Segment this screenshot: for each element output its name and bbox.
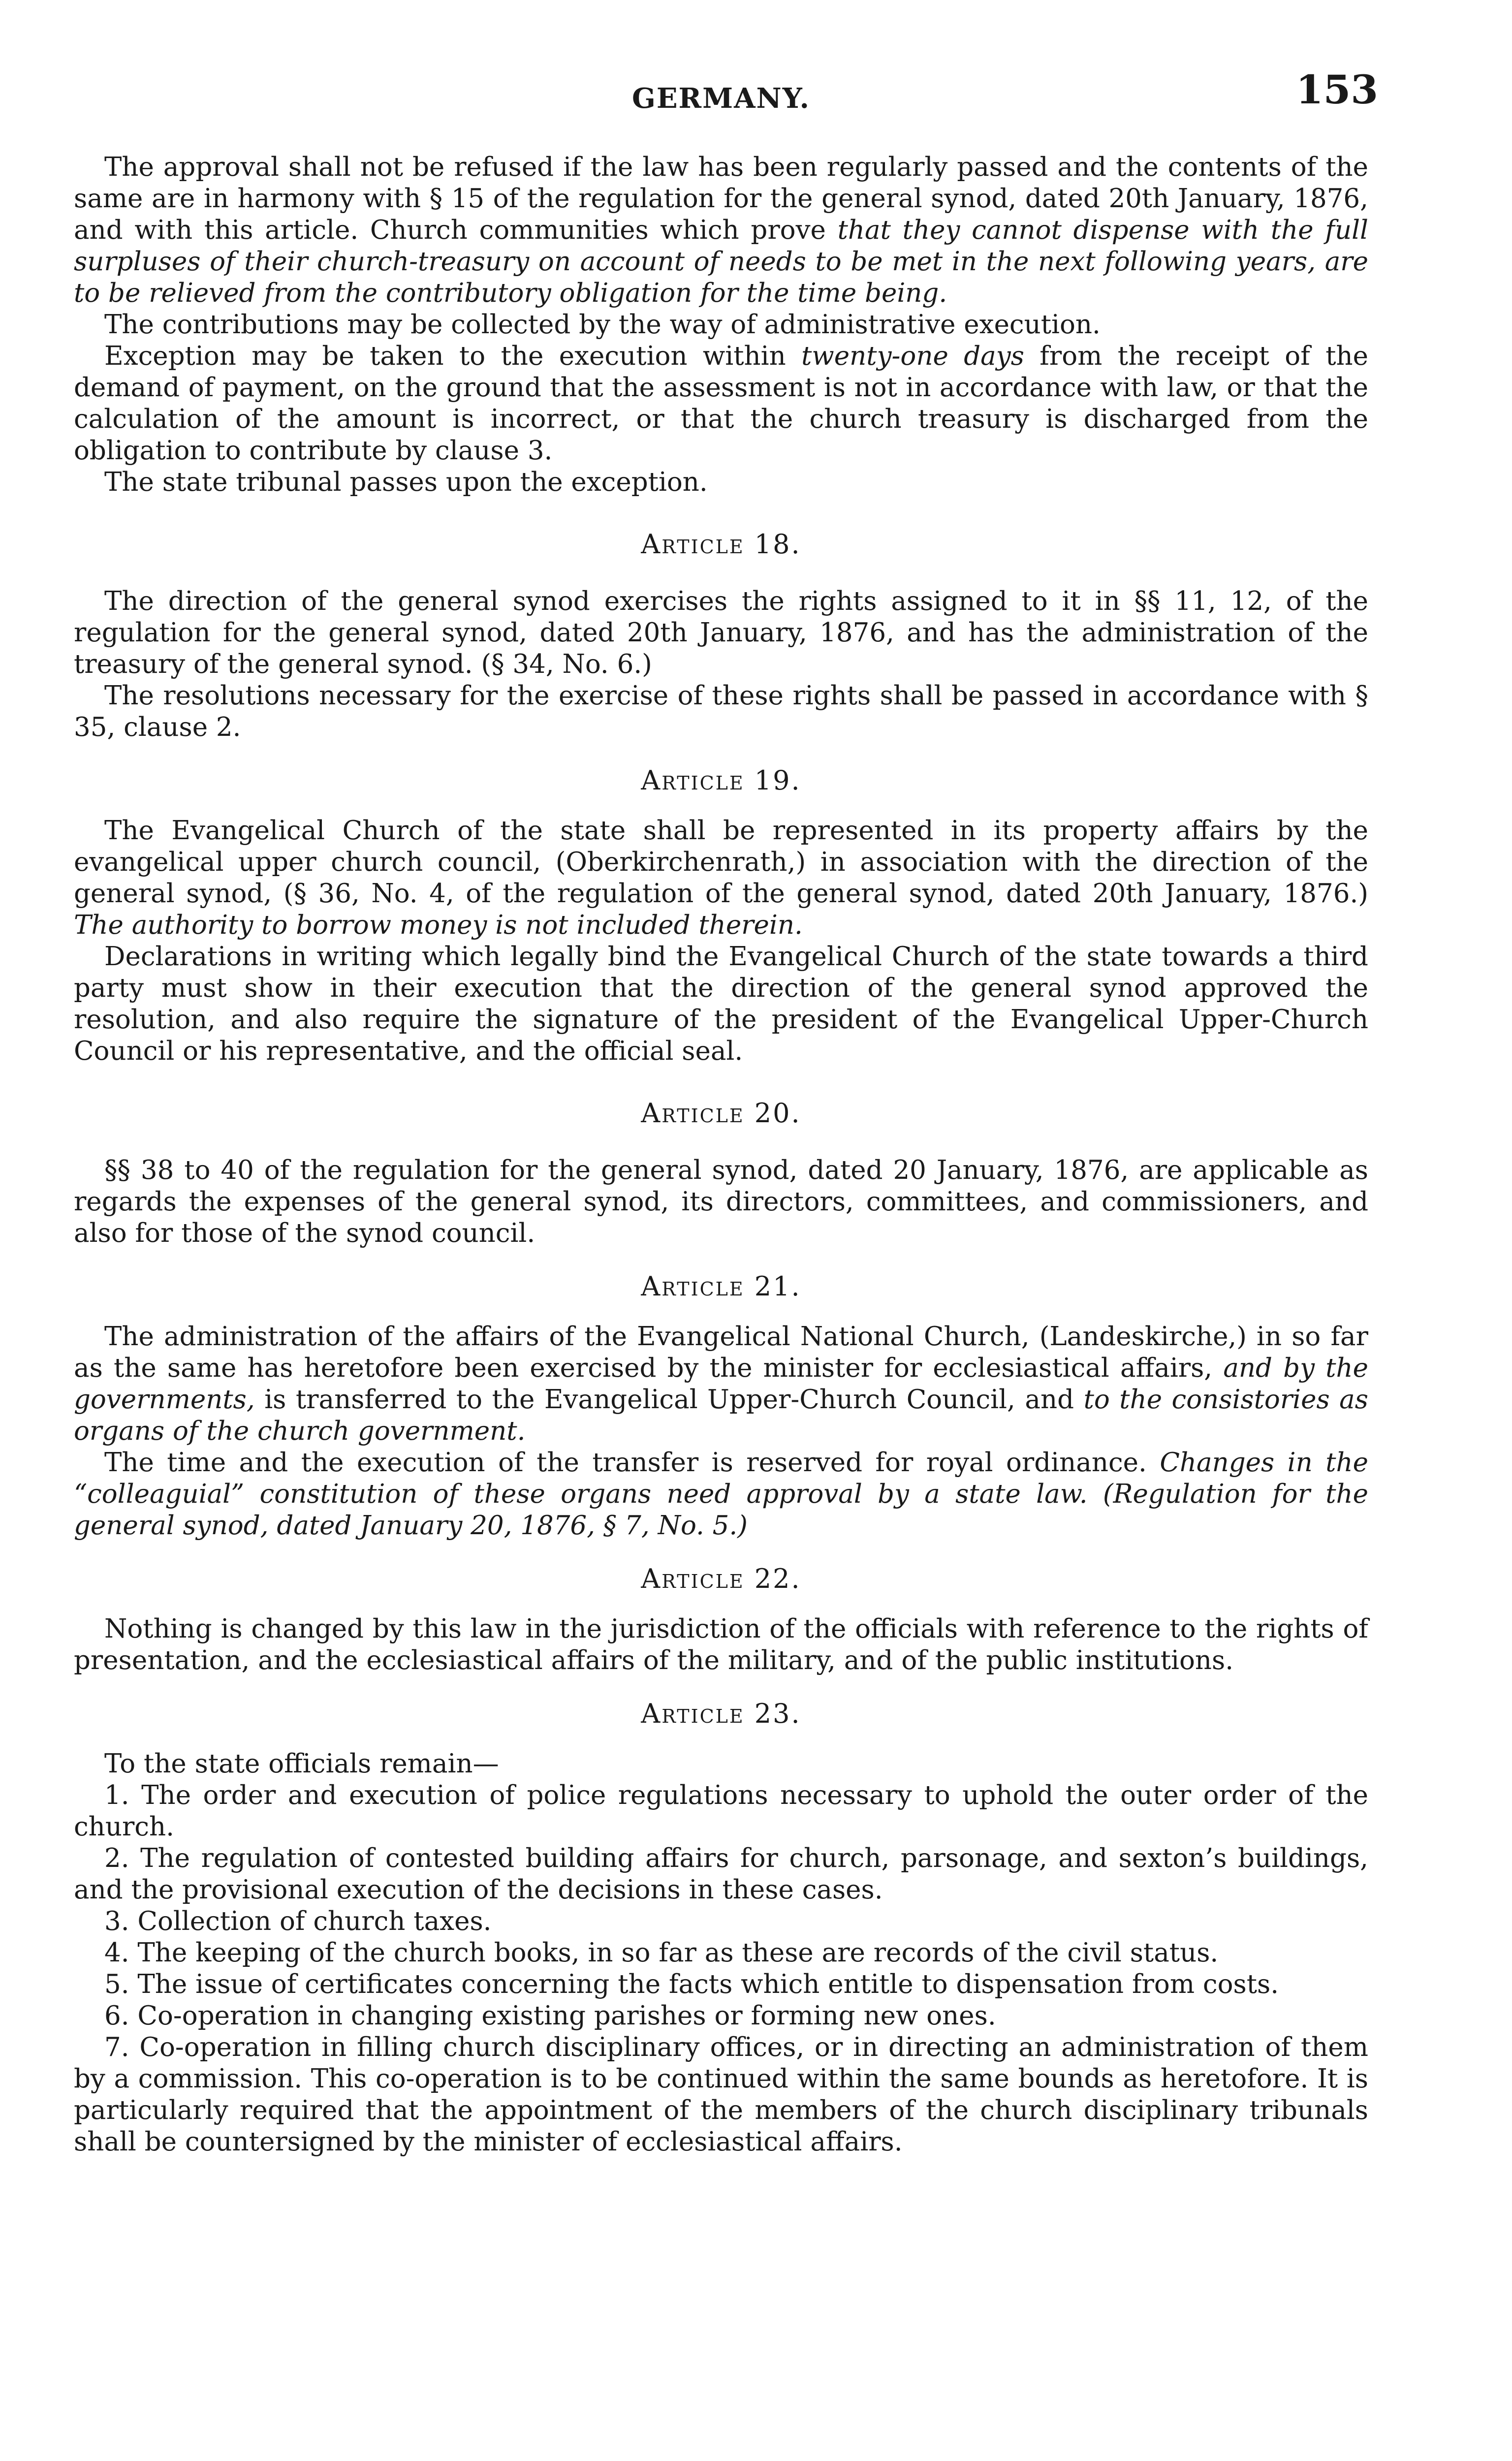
running-title: GERMANY.	[632, 82, 810, 115]
paragraph: To the state officials remain—	[104, 1749, 499, 1779]
list-item: 6. Co-operation in changing existing parishes or forming new ones.	[104, 2001, 996, 2031]
list-item: 1. The order and execution of police regulations necessary to uphold the outer order of the church.	[74, 1780, 1368, 1842]
paragraph	[74, 341, 1368, 467]
text-run: The time and the execution of the transfer is reserved for royal ordinance.	[104, 1448, 1160, 1478]
article-19-heading: Article 19.	[641, 765, 801, 796]
list-item: 4. The keeping of the church books, in so far as these are records of the civil status.	[104, 1938, 1219, 1968]
paragraph: The state tribunal passes upon the exception.	[104, 467, 708, 497]
text-run: from the receipt of the demand of payment, on the ground that the assessment is not in accordance with law, or that the calculation of the amount is incorrect, or that the church treasury is discharged from the obligation to contribute by clause 3.	[74, 341, 1369, 466]
text-run: The Evangelical Church of the state shall be represented in its property affairs by the evangelical upper church council, (Oberkirchenrath,) in association with the direction of the general synod, (§ 36, No. 4, of the regulation of the general synod, dated 20th January, 1876.)	[74, 816, 1368, 909]
text-run: is transferred to the Evangelical Upper-Church Council, and	[254, 1385, 1084, 1415]
paragraph	[74, 1447, 1368, 1542]
paragraph: The contributions may be collected by the way of administrative execution.	[104, 310, 1101, 340]
paragraph: The resolutions necessary for the exercise of these rights shall be passed in accordance with § 35, clause 2.	[74, 681, 1368, 742]
italic-run: Changes in the “colleaguial” constitution of these organs need approval by a state law. (Regulation for the general synod, dated January 20, 1876, § 7, No. 5.)	[74, 1448, 1368, 1541]
document-page	[74, 66, 1378, 2158]
article-18-heading: Article 18.	[641, 529, 801, 560]
italic-run: to the consistories as organs of the church government.	[74, 1385, 1368, 1446]
italic-run: that they cannot dispense with the full surpluses of their church-treasury on account of needs to be met in the next following years, are to be relieved from the contributory obligation for the time being.	[74, 215, 1368, 308]
italic-run: twenty-one days	[801, 341, 1024, 371]
paragraph: §§ 38 to 40 of the regulation for the general synod, dated 20 January, 1876, are applicable as regards the expenses of the general synod, its directors, committees, and commissioners, and also for those of the synod council.	[74, 1155, 1368, 1248]
list-item: 2. The regulation of contested building affairs for church, parsonage, and sexton’s buildings, and the provisional execution of the decisions in these cases.	[74, 1843, 1368, 1905]
list-item: 7. Co-operation in filling church disciplinary offices, or in directing an administration of them by a commission. This co-operation is to be continued within the same bounds as heretofore. It is particularly required that the appointment of the members of the church disciplinary tribunals shall be countersigned by the minister of ecclesiastical affairs.	[74, 2032, 1368, 2157]
article-20-heading: Article 20.	[641, 1098, 801, 1129]
running-header	[74, 66, 1378, 128]
article-23-heading: Article 23.	[641, 1698, 801, 1729]
paragraph: Nothing is changed by this law in the jurisdiction of the officials with reference to the rights of presentation, and the ecclesiastical affairs of the military, and of the public institutions.	[74, 1614, 1368, 1675]
text-run: Exception may be taken to the execution within	[104, 341, 802, 371]
italic-run: and by the governments,	[74, 1353, 1368, 1415]
paragraph: The direction of the general synod exercises the rights assigned to it in §§ 11, 12, of the regulation for the general synod, dated 20th January, 1876, and has the administration of the treasury of the general synod. (§ 34, No. 6.)	[74, 586, 1368, 679]
list-item: 3. Collection of church taxes.	[104, 1906, 492, 1936]
text-run: The administration of the affairs of the Evangelical National Church, (Landeskirche,) in so far as the same has heretofore been exercised by the minister for ecclesiastical affairs,	[74, 1322, 1368, 1383]
paragraph: Declarations in writing which legally bind the Evangelical Church of the state towards a third party must show in their execution that the direction of the general synod approved the resolution, and also require the signature of the president of the Evangelical Upper-Church Council or his representative, and the official seal.	[74, 942, 1368, 1066]
page-number: 153	[1296, 66, 1378, 113]
paragraph	[74, 152, 1368, 309]
paragraph	[74, 1321, 1368, 1447]
paragraph	[74, 815, 1368, 941]
list-item: 5. The issue of certificates concerning the facts which entitle to dispensation from costs.	[104, 1969, 1279, 1999]
article-22-heading: Article 22.	[641, 1563, 801, 1594]
italic-run: The authority to borrow money is not included therein.	[74, 910, 803, 940]
text-run: The approval shall not be refused if the law has been regularly passed and the contents of the same are in harmony with § 15 of the regulation for the general synod, dated 20th January, 1876, and with this article. Church communities which prove	[74, 152, 1368, 245]
article-21-heading: Article 21.	[641, 1271, 801, 1302]
